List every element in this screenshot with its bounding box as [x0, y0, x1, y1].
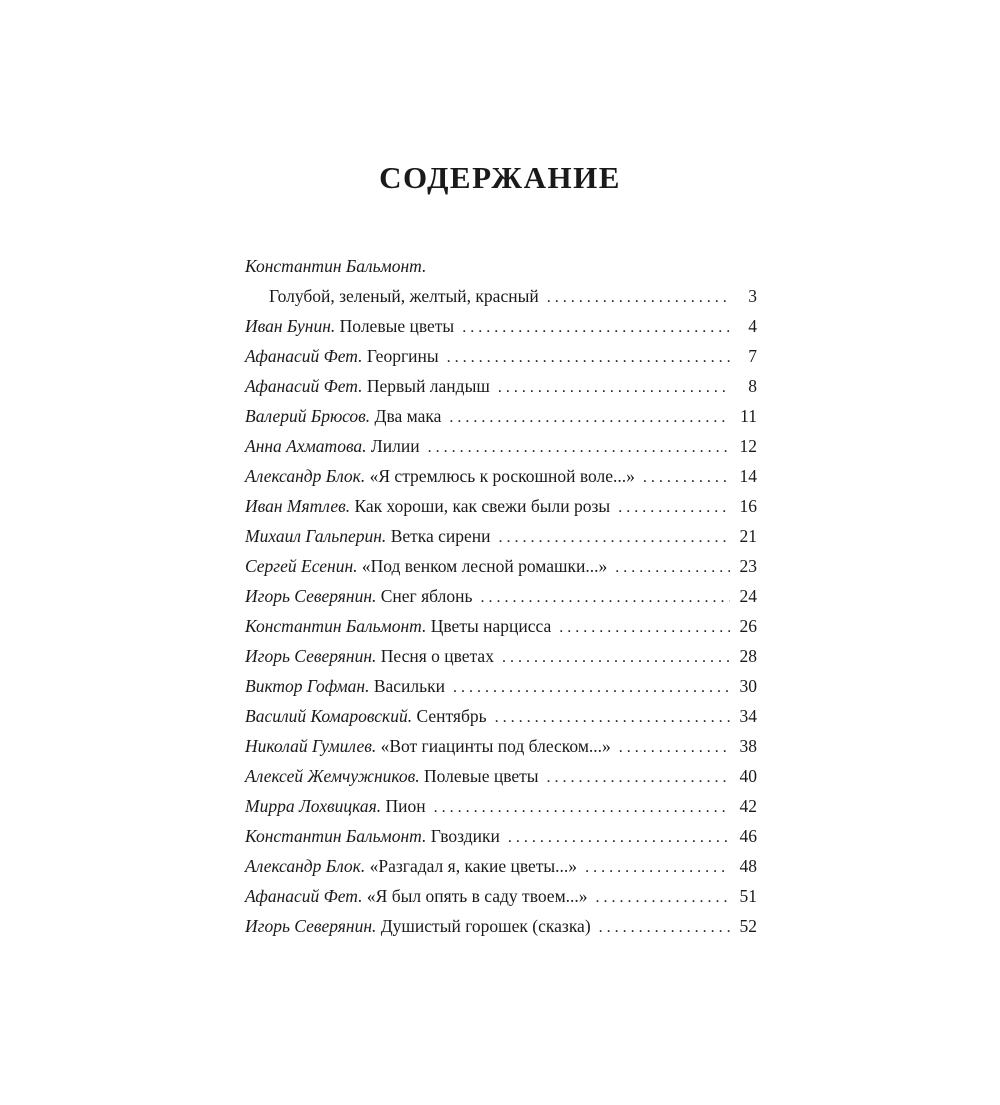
- toc-entry-author: Виктор Гофман.: [245, 676, 370, 696]
- toc-entry[interactable]: [245, 281, 757, 311]
- toc-entry-title: Два мака: [374, 406, 442, 426]
- dot-leader: [447, 343, 730, 373]
- toc-entry-author: Александр Блок.: [245, 856, 366, 876]
- toc-entry-author: Иван Мятлев.: [245, 496, 351, 516]
- toc-entry-title: Первый ландыш: [366, 376, 490, 396]
- toc-entry-author: Сергей Есенин.: [245, 556, 358, 576]
- dot-leader: [495, 703, 730, 733]
- dot-leader: [596, 883, 730, 913]
- toc-entry[interactable]: [245, 491, 757, 521]
- page-title: СОДЕРЖАНИЕ: [379, 160, 621, 195]
- dot-leader: [498, 373, 730, 403]
- toc-entry-author: Игорь Северянин.: [245, 916, 377, 936]
- toc-entry-title: Снег яблонь: [380, 586, 473, 606]
- dot-leader: [615, 553, 730, 583]
- toc-entry-title: Полевые цветы: [339, 316, 455, 336]
- toc-entry-title: Ветка сирени: [390, 526, 491, 546]
- toc-entry-author: Николай Гумилев.: [245, 736, 377, 756]
- toc-entry-text: [245, 371, 490, 401]
- toc-entry-page: 16: [739, 496, 757, 516]
- toc-entry-title: Как хороши, как свежи были розы: [354, 496, 611, 516]
- toc-entry-text: [245, 851, 577, 881]
- toc-entry-page: 24: [739, 586, 757, 606]
- toc-entry-title: Душистый горошек (сказка): [380, 916, 591, 936]
- toc-entry-page: 30: [739, 676, 757, 696]
- table-of-contents: [245, 251, 757, 941]
- dot-leader: [643, 463, 730, 493]
- toc-entry-text: [245, 671, 445, 701]
- dot-leader: [434, 793, 730, 823]
- dot-leader: [502, 643, 730, 673]
- toc-entry-author: Анна Ахматова.: [245, 436, 367, 456]
- toc-entry[interactable]: [245, 881, 757, 911]
- toc-entry-text: [245, 581, 472, 611]
- toc-entry[interactable]: [245, 551, 757, 581]
- toc-entry-title: Гвоздики: [430, 826, 500, 846]
- toc-entry-author: Константин Бальмонт.: [245, 616, 427, 636]
- toc-entry-author: Александр Блок.: [245, 466, 366, 486]
- toc-entry[interactable]: [245, 641, 757, 671]
- toc-entry[interactable]: [245, 791, 757, 821]
- dot-leader: [508, 823, 730, 853]
- toc-entry-text: [245, 521, 491, 551]
- toc-entry-title: Лилии: [370, 436, 420, 456]
- toc-entry[interactable]: [245, 431, 757, 461]
- toc-entry[interactable]: [245, 821, 757, 851]
- toc-entry-title: Голубой, зеленый, желтый, красный: [269, 286, 539, 306]
- toc-entry-title: «Я был опять в саду твоем...»: [366, 886, 588, 906]
- toc-entry-page: 42: [739, 796, 757, 816]
- toc-entry-page: 28: [739, 646, 757, 666]
- toc-entry-author: Константин Бальмонт.: [245, 256, 427, 276]
- toc-entry-text: [245, 881, 588, 911]
- toc-entry-page: 12: [739, 436, 757, 456]
- dot-leader: [618, 493, 730, 523]
- toc-entry-title: «Я стремлюсь к роскошной воле...»: [369, 466, 635, 486]
- toc-entry[interactable]: [245, 911, 757, 941]
- toc-entry-author: Валерий Брюсов.: [245, 406, 371, 426]
- toc-entry-page: 4: [748, 316, 757, 336]
- toc-entry[interactable]: [245, 761, 757, 791]
- toc-entry-text: [245, 821, 500, 851]
- toc-entry-author: Алексей Жемчужников.: [245, 766, 420, 786]
- toc-entry-title: Сентябрь: [416, 706, 487, 726]
- toc-entry-title: Пион: [385, 796, 426, 816]
- dot-leader: [547, 763, 730, 793]
- toc-entry-page: 51: [739, 886, 757, 906]
- toc-entry-page: 7: [748, 346, 757, 366]
- toc-entry-text: [245, 911, 591, 941]
- toc-entry-title: Васильки: [373, 676, 445, 696]
- dot-leader: [428, 433, 730, 463]
- toc-entry[interactable]: [245, 371, 757, 401]
- toc-entry-list: [245, 311, 757, 941]
- toc-entry-page: 11: [740, 406, 757, 426]
- toc-entry-text: [245, 311, 454, 341]
- dot-leader: [499, 523, 730, 553]
- dot-leader: [462, 313, 730, 343]
- toc-entry[interactable]: [245, 341, 757, 371]
- dot-leader: [599, 913, 730, 943]
- toc-entry-page: 34: [739, 706, 757, 726]
- toc-entry-text: [245, 731, 611, 761]
- toc-entry[interactable]: [245, 401, 757, 431]
- toc-entry-page: 21: [739, 526, 757, 546]
- toc-entry-page: 52: [739, 916, 757, 936]
- dot-leader: [449, 403, 730, 433]
- toc-entry-text: [245, 611, 551, 641]
- toc-entry-title: «Разгадал я, какие цветы...»: [369, 856, 578, 876]
- toc-entry[interactable]: [245, 671, 757, 701]
- toc-entry-text: [245, 401, 441, 431]
- toc-entry-text: [245, 701, 487, 731]
- toc-entry-author: Игорь Северянин.: [245, 646, 377, 666]
- toc-entry[interactable]: [245, 581, 757, 611]
- toc-entry-text: [245, 791, 426, 821]
- toc-entry-text: [245, 761, 539, 791]
- toc-entry-author: Игорь Северянин.: [245, 586, 377, 606]
- dot-leader: [480, 583, 730, 613]
- toc-entry-page: 14: [739, 466, 757, 486]
- dot-leader: [547, 283, 730, 313]
- toc-entry-author: Мирра Лохвицкая.: [245, 796, 382, 816]
- toc-entry[interactable]: [245, 701, 757, 731]
- dot-leader: [559, 613, 730, 643]
- toc-entry[interactable]: [245, 461, 757, 491]
- toc-entry-author: Иван Бунин.: [245, 316, 336, 336]
- toc-entry-text: [245, 431, 420, 461]
- toc-entry-title: Цветы нарцисса: [430, 616, 552, 636]
- toc-entry-text: [245, 461, 635, 491]
- toc-entry-page: 23: [739, 556, 757, 576]
- toc-entry-author: Константин Бальмонт.: [245, 826, 427, 846]
- toc-entry-text: [245, 641, 494, 671]
- toc-entry-page: 46: [739, 826, 757, 846]
- toc-entry[interactable]: [245, 521, 757, 551]
- toc-entry[interactable]: [245, 611, 757, 641]
- toc-entry-text: [245, 551, 607, 581]
- toc-entry[interactable]: [245, 851, 757, 881]
- toc-entry-page: 3: [748, 286, 757, 306]
- toc-entry-page: 40: [739, 766, 757, 786]
- toc-entry-title: «Вот гиацинты под блеском...»: [380, 736, 611, 756]
- toc-entry-title: Георгины: [366, 346, 439, 366]
- dot-leader: [585, 853, 730, 883]
- toc-entry-text: [245, 341, 439, 371]
- dot-leader: [453, 673, 730, 703]
- toc-entry-author: Василий Комаровский.: [245, 706, 413, 726]
- toc-entry-title: «Под венком лесной ромашки...»: [361, 556, 608, 576]
- toc-entry-page: 8: [748, 376, 757, 396]
- toc-entry[interactable]: [245, 311, 757, 341]
- toc-entry-page: 38: [739, 736, 757, 756]
- dot-leader: [619, 733, 730, 763]
- toc-entry-author: Афанасий Фет.: [245, 376, 363, 396]
- toc-entry-title: Песня о цветах: [380, 646, 494, 666]
- toc-entry-page: 26: [739, 616, 757, 636]
- toc-entry-author: Михаил Гальперин.: [245, 526, 387, 546]
- toc-entry-title: Полевые цветы: [424, 766, 539, 786]
- toc-entry-author-line: [245, 251, 757, 281]
- toc-entry-text: [245, 491, 610, 521]
- toc-entry-author: Афанасий Фет.: [245, 886, 363, 906]
- toc-entry-author: Афанасий Фет.: [245, 346, 363, 366]
- toc-entry[interactable]: [245, 731, 757, 761]
- toc-entry-page: 48: [739, 856, 757, 876]
